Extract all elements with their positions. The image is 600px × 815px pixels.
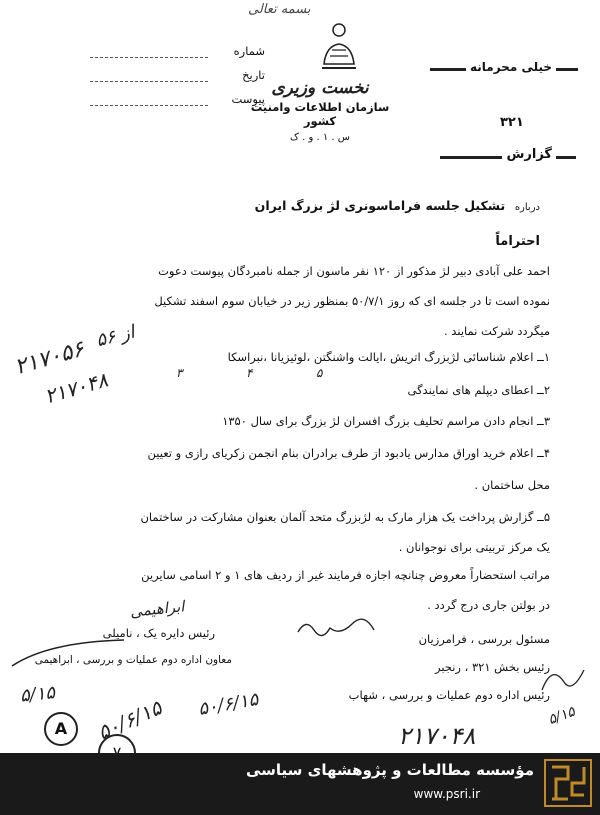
officer-signature: مسئول بررسی ، فرامرزیان	[418, 632, 550, 646]
org-code: س . ۱ . و . ک	[290, 132, 350, 143]
closing-line-1: مراتب استحضاراً معروض چنانچه اجازه فرمایند غیر از ردیف های ۱ و ۲ اسامی سایرین	[141, 568, 550, 582]
subject-line	[200, 198, 540, 213]
margin-number-1: ۲۱۷۰۵۶	[11, 336, 87, 381]
margin-number-2: ۲۱۷۰۴۸	[41, 367, 111, 409]
number-line	[90, 57, 208, 58]
report-heading	[440, 148, 576, 166]
item-5: ۵ــ گزارش پرداخت یک هزار مارک به لژبزرگ متحد آلمان بعنوان مشارکت در ساختمان	[140, 510, 550, 524]
item-4: ۴ــ اعلام خرید اوراق مدارس یادبود از طرف برادران بنام انجمن زکریای رازی و تعیین	[147, 446, 550, 460]
item-5-cont: یک مرکز تربیتی برای نوجوانان .	[398, 540, 550, 554]
signature-note: ابراهیمی	[129, 597, 186, 621]
org-line2: سازمان اطلاعات وامنیت کشور	[250, 100, 390, 128]
item-4-cont: محل ساختمان .	[474, 478, 550, 492]
bracket-scribble-icon	[8, 636, 128, 670]
item-1: ۱ــ اعلام شناسائی لژبزرگ اتریش ،ایالت واشنگتن ،لوئیزیانا ،نبراسکا	[227, 350, 550, 364]
right-corner-note: ۵/۱۵	[546, 703, 578, 729]
attachment-line	[90, 105, 208, 106]
institution-url: www.psri.ir	[413, 787, 480, 801]
date-label: تاریخ	[242, 68, 265, 82]
item-3: ۳ــ انجام دادن مراسم تحلیف بزرگ افسران لژ بزرگ برای سال ۱۳۵۰	[222, 414, 550, 428]
top-scribble: بسمه تعالی	[248, 2, 311, 17]
section-chief-signature: رئیس بخش ۳۲۱ ، رنجبر	[434, 660, 550, 674]
ref-number: ۳۲۱	[500, 115, 524, 130]
date-note-1: ۵۰/۶/۱۵	[94, 695, 166, 745]
corner-scribble-icon	[538, 660, 588, 700]
closing-line-2: در بولتن جاری درج گردد .	[427, 598, 550, 612]
check-mark-2: ۴	[246, 366, 253, 380]
lion-sun-emblem-icon	[314, 20, 364, 72]
attachment-label: پیوست	[231, 92, 265, 106]
date-line	[90, 81, 208, 82]
circled-a-text: A	[54, 719, 68, 738]
org-line1: نخست وزیری	[271, 78, 369, 98]
circled-a	[44, 712, 78, 746]
margin-note: از ۵۶	[94, 321, 137, 352]
greeting: احتراماً	[495, 234, 540, 249]
subject-text: تشکیل جلسه فراماسونری لژ بزرگ ایران	[254, 198, 506, 213]
report-label: گزارش	[502, 147, 556, 162]
archive-number: ۲۱۷۰۴۸	[398, 722, 476, 750]
number-label: شماره	[233, 44, 265, 58]
institution-banner	[0, 753, 600, 815]
date-note-3: ۵/۱۵	[18, 682, 57, 707]
institution-name: مؤسسه مطالعات و پژوهشهای سیاسی	[245, 761, 534, 779]
org-block	[250, 78, 390, 143]
dept-chief-signature: رئیس اداره دوم عملیات و بررسی ، شهاب	[348, 688, 550, 702]
subject-label: درباره	[514, 202, 540, 213]
item-2: ۲ــ اعطای دیپلم های نمایندگی	[407, 383, 550, 397]
institution-logo-icon	[544, 759, 592, 807]
date-note-2: ۵۰/۶/۱۵	[196, 688, 260, 721]
check-mark-3: ۵	[316, 366, 323, 380]
paragraph-line-1: احمد علی آبادی دبیر لژ مذکور از ۱۲۰ نفر ماسون از جمله نامبردگان پیوست دعوت	[158, 264, 550, 278]
signature-scribble-icon	[296, 616, 376, 640]
bureau-chief-signature: رئیس دایره یک ، نامیلی	[102, 626, 215, 640]
check-mark-1: ۳	[176, 366, 183, 380]
deputy-signature: معاون اداره دوم عملیات و بررسی ، ابراهیمی	[34, 654, 232, 666]
classification-stamp	[430, 62, 578, 80]
paragraph-line-3: میگردد شرکت نمایند .	[444, 324, 550, 338]
paragraph-line-2: نموده است تا در جلسه ای که روز ۵۰/۷/۱ بمنظور زیر در خیابان سوم اسفند تشکیل	[154, 294, 550, 308]
classification-label: خیلی محرمانه	[466, 60, 556, 74]
